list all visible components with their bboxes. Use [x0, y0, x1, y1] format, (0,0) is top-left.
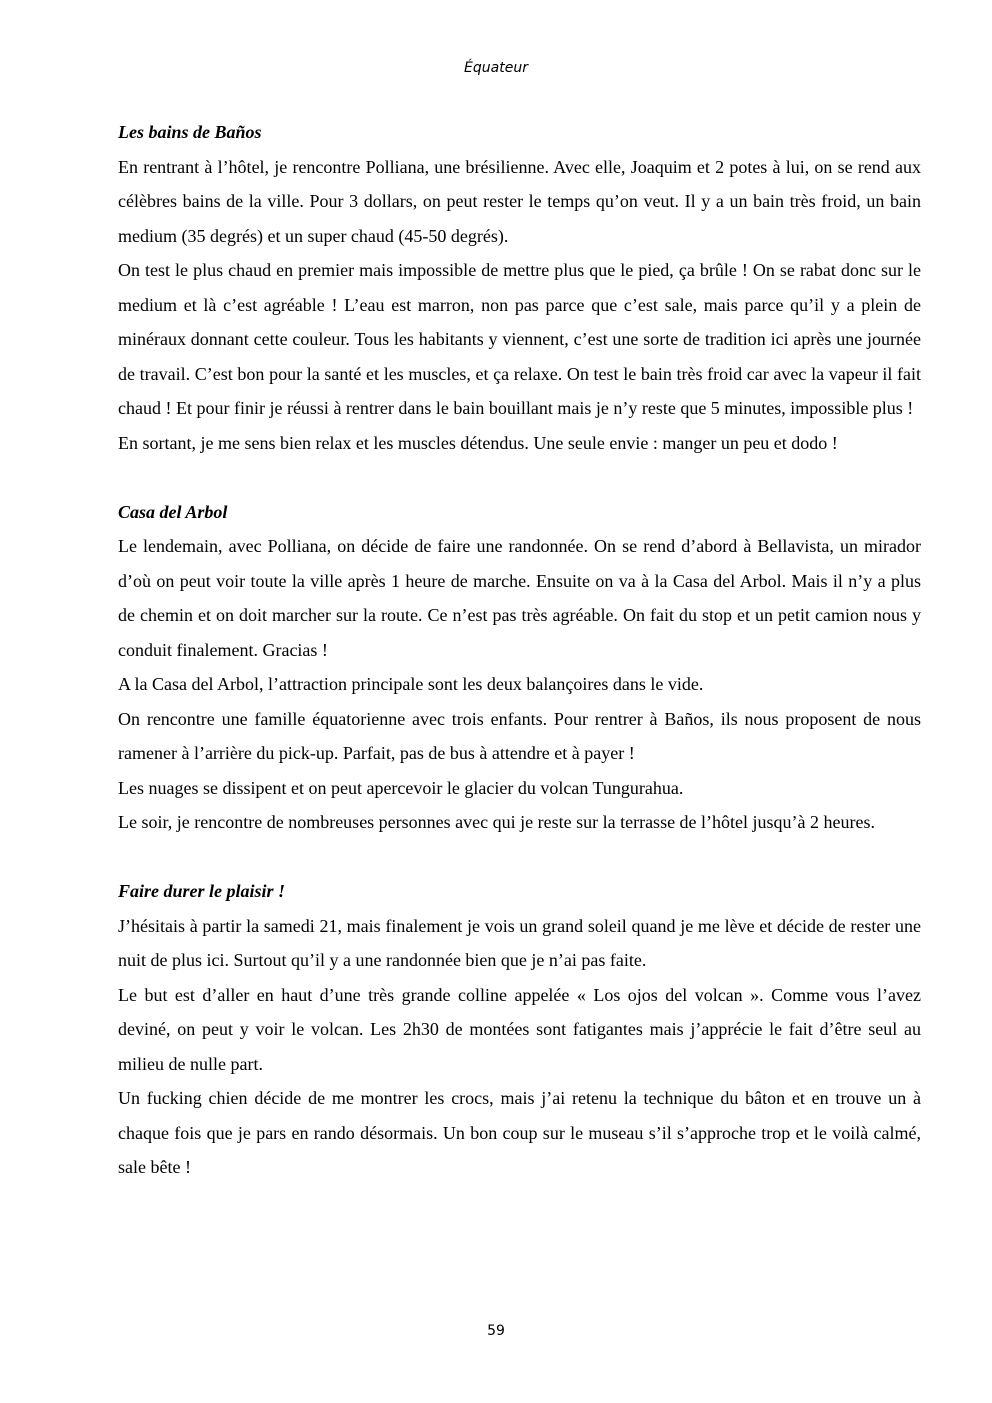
paragraph: On rencontre une famille équatorienne avec trois enfants. Pour rentrer à Baños, ils nous proposent de nous ramener à l’arrière du pick-up. Parfait, pas de bus à attendre et à payer !: [118, 708, 921, 763]
paragraph: Un fucking chien décide de me montrer les crocs, mais j’ai retenu la technique du bâton et en trouve un à chaque fois que je pars en rando désormais. Un bon coup sur le museau s’il s’approche trop et le voilà calmé, sale bête !: [118, 1088, 921, 1177]
paragraph: En sortant, je me sens bien relax et les muscles détendus. Une seule envie : manger un peu et dodo !: [118, 432, 838, 453]
section-title: Faire durer le plaisir !: [118, 881, 286, 901]
section-casa-del-arbol: [118, 495, 921, 840]
paragraph: Les nuages se dissipent et on peut apercevoir le glacier du volcan Tungurahua.: [118, 777, 684, 798]
paragraph: En rentrant à l’hôtel, je rencontre Polliana, une brésilienne. Avec elle, Joaquim et 2 potes à lui, on se rend aux célèbres bains de la ville. Pour 3 dollars, on peut rester le temps qu’on veut. Il y a un bain très froid, un bain medium (35 degrés) et un super chaud (45-50 degrés).: [118, 156, 921, 246]
paragraph: A la Casa del Arbol, l’attraction principale sont les deux balançoires dans le vide.: [118, 674, 704, 694]
page-body: [118, 115, 921, 1185]
paragraph: Le but est d’aller en haut d’une très grande colline appelée « Los ojos del volcan ». Comme vous l’avez deviné, on peut y voir le volcan. Les 2h30 de montées sont fatigantes mais j’apprécie le fait d’être seul au milieu de nulle part.: [118, 984, 921, 1074]
section-title: Les bains de Baños: [118, 122, 262, 142]
section-faire-durer-le-plaisir: [118, 874, 921, 1185]
paragraph: J’hésitais à partir la samedi 21, mais finalement je vois un grand soleil quand je me lève et décide de rester une nuit de plus ici. Surtout qu’il y a une randonnée bien que je n’ai pas faite.: [118, 915, 921, 970]
running-header: Équateur: [464, 60, 528, 76]
paragraph: Le lendemain, avec Polliana, on décide de faire une randonnée. On se rend d’abord à Bellavista, un mirador d’où on peut voir toute la ville après 1 heure de marche. Ensuite on va à la Casa del Arbol. Mais il n’y a plus de chemin et on doit marcher sur la route. Ce n’est pas très agréable. On fait du stop et un petit camion nous y conduit finalement. Gracias !: [118, 536, 921, 660]
section-bains-de-banos: [118, 115, 921, 460]
page-number: 59: [487, 1323, 505, 1339]
section-title: Casa del Arbol: [118, 501, 228, 522]
paragraph: On test le plus chaud en premier mais impossible de mettre plus que le pied, ça brûle ! On se rabat donc sur le medium et là c’est agréable ! L’eau est marron, non pas parce que c’est sale, mais parce qu’il y a plein de minéraux donnant cette couleur. Tous les habitants y viennent, c’est une sorte de tradition ici après une journée de travail. C’est bon pour la santé et les muscles, et ça relaxe. On test le bain très froid car avec la vapeur il fait chaud ! Et pour finir je réussi à rentrer dans le bain bouillant mais je n’y reste que 5 minutes, impossible plus !: [118, 260, 921, 418]
paragraph: Le soir, je rencontre de nombreuses personnes avec qui je reste sur la terrasse de l’hôtel jusqu’à 2 heures.: [118, 812, 876, 832]
